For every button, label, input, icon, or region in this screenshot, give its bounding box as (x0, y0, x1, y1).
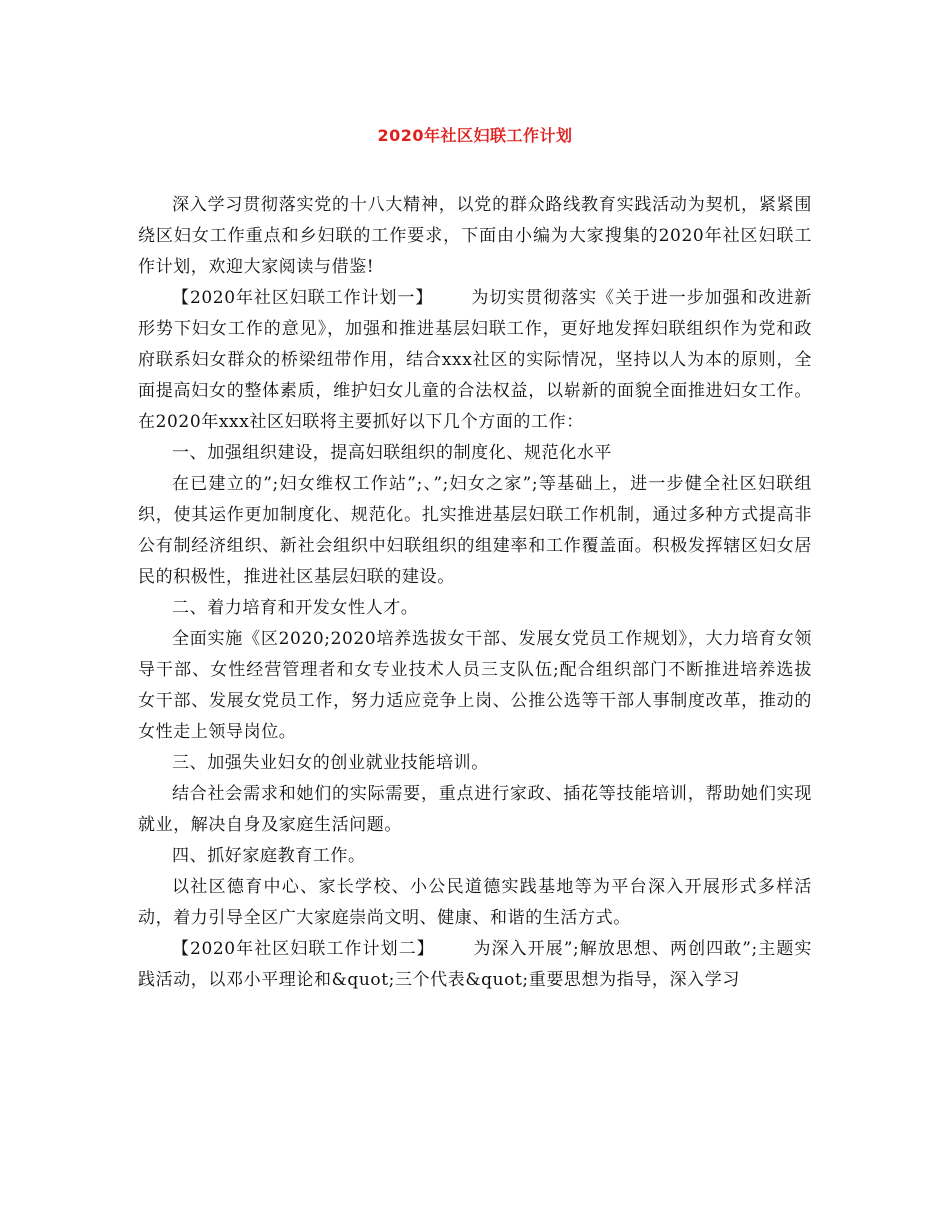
heading-section-2: 二、着力培育和开发女性人才。 (172, 598, 419, 618)
heading-section-1: 一、加强组织建设，提高妇联组织的制度化、规范化水平 (172, 443, 612, 463)
paragraph-section-2: 全面实施《区2020;2020培养选拔女干部、发展女党员工作规划》，大力培育女领导干部、女性经营管理者和女专业技术人员三支队伍;配合组织部门不断推进培养选拔女干部、发展女党员工作，努力适应竞争上岗、公推公选等干部人事制度改革，推动的女性走上领导岗位。 (138, 629, 812, 742)
paragraph-plan-two: 【2020年社区妇联工作计划二】 为深入开展”;解放思想、两创四敢”;主题实践活动，以邓小平理论和&quot;三个代表&quot;重要思想为指导，深入学习 (138, 939, 812, 990)
heading-section-4: 四、抓好家庭教育工作。 (172, 846, 366, 866)
document-title: 2020年社区妇联工作计划 (377, 126, 573, 145)
paragraph-section-3: 结合社会需求和她们的实际需要，重点进行家政、插花等技能培训，帮助她们实现就业，解决自身及家庭生活问题。 (138, 784, 812, 835)
paragraph-section-4: 以社区德育中心、家长学校、小公民道德实践基地等为平台深入开展形式多样活动，着力引导全区广大家庭崇尚文明、健康、和谐的生活方式。 (138, 877, 812, 928)
paragraph-plan-one: 【2020年社区妇联工作计划一】 为切实贯彻落实《关于进一步加强和改进新形势下妇女工作的意见》，加强和推进基层妇联工作，更好地发挥妇联组织作为党和政府联系妇女群众的桥梁纽带作用，结合xxx社区的实际情况，坚持以人为本的原则，全面提高妇女的整体素质，维护妇女儿童的合法权益，以崭新的面貌全面推进妇女工作。在2020年xxx社区妇联将主要抓好以下几个方面的工作： (138, 288, 812, 432)
heading-section-3: 三、加强失业妇女的创业就业技能培训。 (172, 753, 489, 773)
document-body (138, 190, 812, 996)
paragraph-section-1: 在已建立的”;妇女维权工作站”;、”;妇女之家”;等基础上，进一步健全社区妇联组织，使其运作更加制度化、规范化。扎实推进基层妇联工作机制，通过多种方式提高非公有制经济组织、新社会组织中妇联组织的组建率和工作覆盖面。积极发挥辖区妇女居民的积极性，推进社区基层妇联的建设。 (138, 474, 812, 587)
paragraph-intro: 深入学习贯彻落实党的十八大精神，以党的群众路线教育实践活动为契机，紧紧围绕区妇女工作重点和乡妇联的工作要求，下面由小编为大家搜集的2020年社区妇联工作计划，欢迎大家阅读与借鉴! (138, 195, 812, 277)
